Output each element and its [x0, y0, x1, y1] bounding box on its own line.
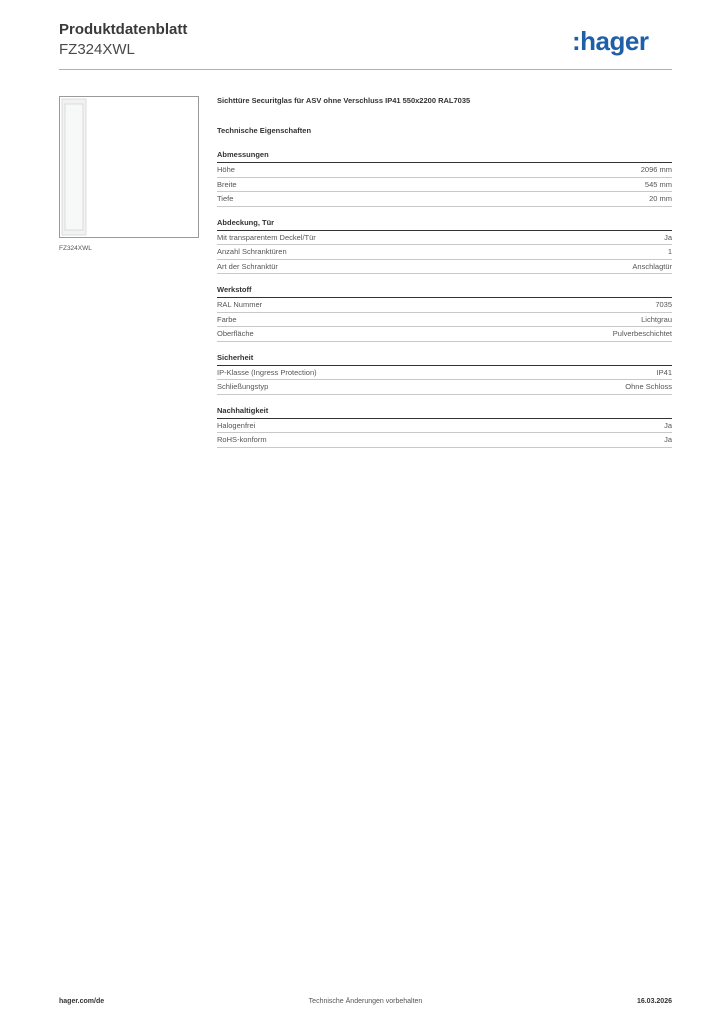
property-label: RoHS-konform: [217, 435, 267, 444]
property-label: Halogenfrei: [217, 420, 256, 430]
property-value: 20 mm: [649, 194, 672, 203]
property-row: [217, 163, 672, 178]
property-row: [217, 231, 672, 246]
property-value: Ja: [664, 420, 672, 430]
property-value: Lichtgrau: [641, 314, 672, 324]
property-label: RAL Nummer: [217, 300, 263, 309]
image-caption: FZ324XWL: [59, 245, 92, 252]
section-title: Werkstoff: [217, 284, 672, 298]
properties-sections: [217, 149, 672, 448]
hager-logo: [572, 26, 672, 58]
property-section: [217, 149, 672, 207]
property-value: Ja: [664, 232, 672, 242]
section-title: Nachhaltigkeit: [217, 405, 672, 419]
footer-disclaimer: Technische Änderungen vorbehalten: [308, 998, 423, 1005]
property-label: Oberfläche: [217, 329, 254, 338]
property-row: [217, 366, 672, 381]
property-label: Farbe: [217, 314, 237, 324]
property-value: Anschlagtür: [632, 261, 672, 271]
document-header: [59, 20, 187, 59]
property-section: [217, 405, 672, 448]
property-value: Ja: [664, 435, 672, 444]
section-title: Abmessungen: [217, 149, 672, 163]
property-value: 7035: [655, 300, 672, 309]
property-value: 2096 mm: [640, 165, 672, 174]
property-row: [217, 327, 672, 342]
property-label: Höhe: [217, 165, 235, 174]
section-title: Abdeckung, Tür: [217, 217, 672, 231]
property-label: Anzahl Schranktüren: [217, 247, 287, 256]
property-value: 545 mm: [644, 179, 672, 189]
property-row: [217, 380, 672, 395]
property-row: [217, 260, 672, 275]
product-code: FZ324XWL: [59, 41, 135, 58]
product-details: [217, 95, 672, 458]
property-label: Art der Schranktür: [217, 261, 278, 271]
property-section: [217, 217, 672, 275]
property-value: Ohne Schloss: [625, 382, 672, 391]
document-title: Produktdatenblatt: [59, 21, 188, 38]
property-label: Tiefe: [217, 194, 234, 203]
property-value: Pulverbeschichtet: [612, 329, 672, 338]
property-row: [217, 192, 672, 207]
property-label: IP-Klasse (Ingress Protection): [217, 367, 317, 377]
product-description: Sichttüre Securitglas für ASV ohne Verschluss IP41 550x2200 RAL7035: [217, 96, 471, 105]
header-divider: [59, 69, 672, 70]
product-image: [59, 96, 199, 238]
property-label: Schließungstyp: [217, 382, 269, 391]
footer-website[interactable]: hager.com/de: [59, 998, 105, 1005]
footer-date: 16.03.2026: [636, 998, 672, 1005]
property-row: [217, 419, 672, 434]
property-label: Breite: [217, 179, 237, 189]
property-row: [217, 433, 672, 448]
property-row: [217, 245, 672, 260]
property-row: [217, 178, 672, 193]
property-row: [217, 298, 672, 313]
property-value: IP41: [656, 367, 672, 377]
property-label: Mit transparentem Deckel/Tür: [217, 232, 316, 242]
property-section: [217, 352, 672, 395]
property-row: [217, 313, 672, 328]
property-section: [217, 284, 672, 342]
door-illustration: [60, 97, 198, 237]
property-value: 1: [667, 247, 672, 256]
section-title: Sicherheit: [217, 352, 672, 366]
technical-properties-title: Technische Eigenschaften: [217, 126, 312, 135]
svg-text::hager: :hager: [572, 26, 649, 56]
